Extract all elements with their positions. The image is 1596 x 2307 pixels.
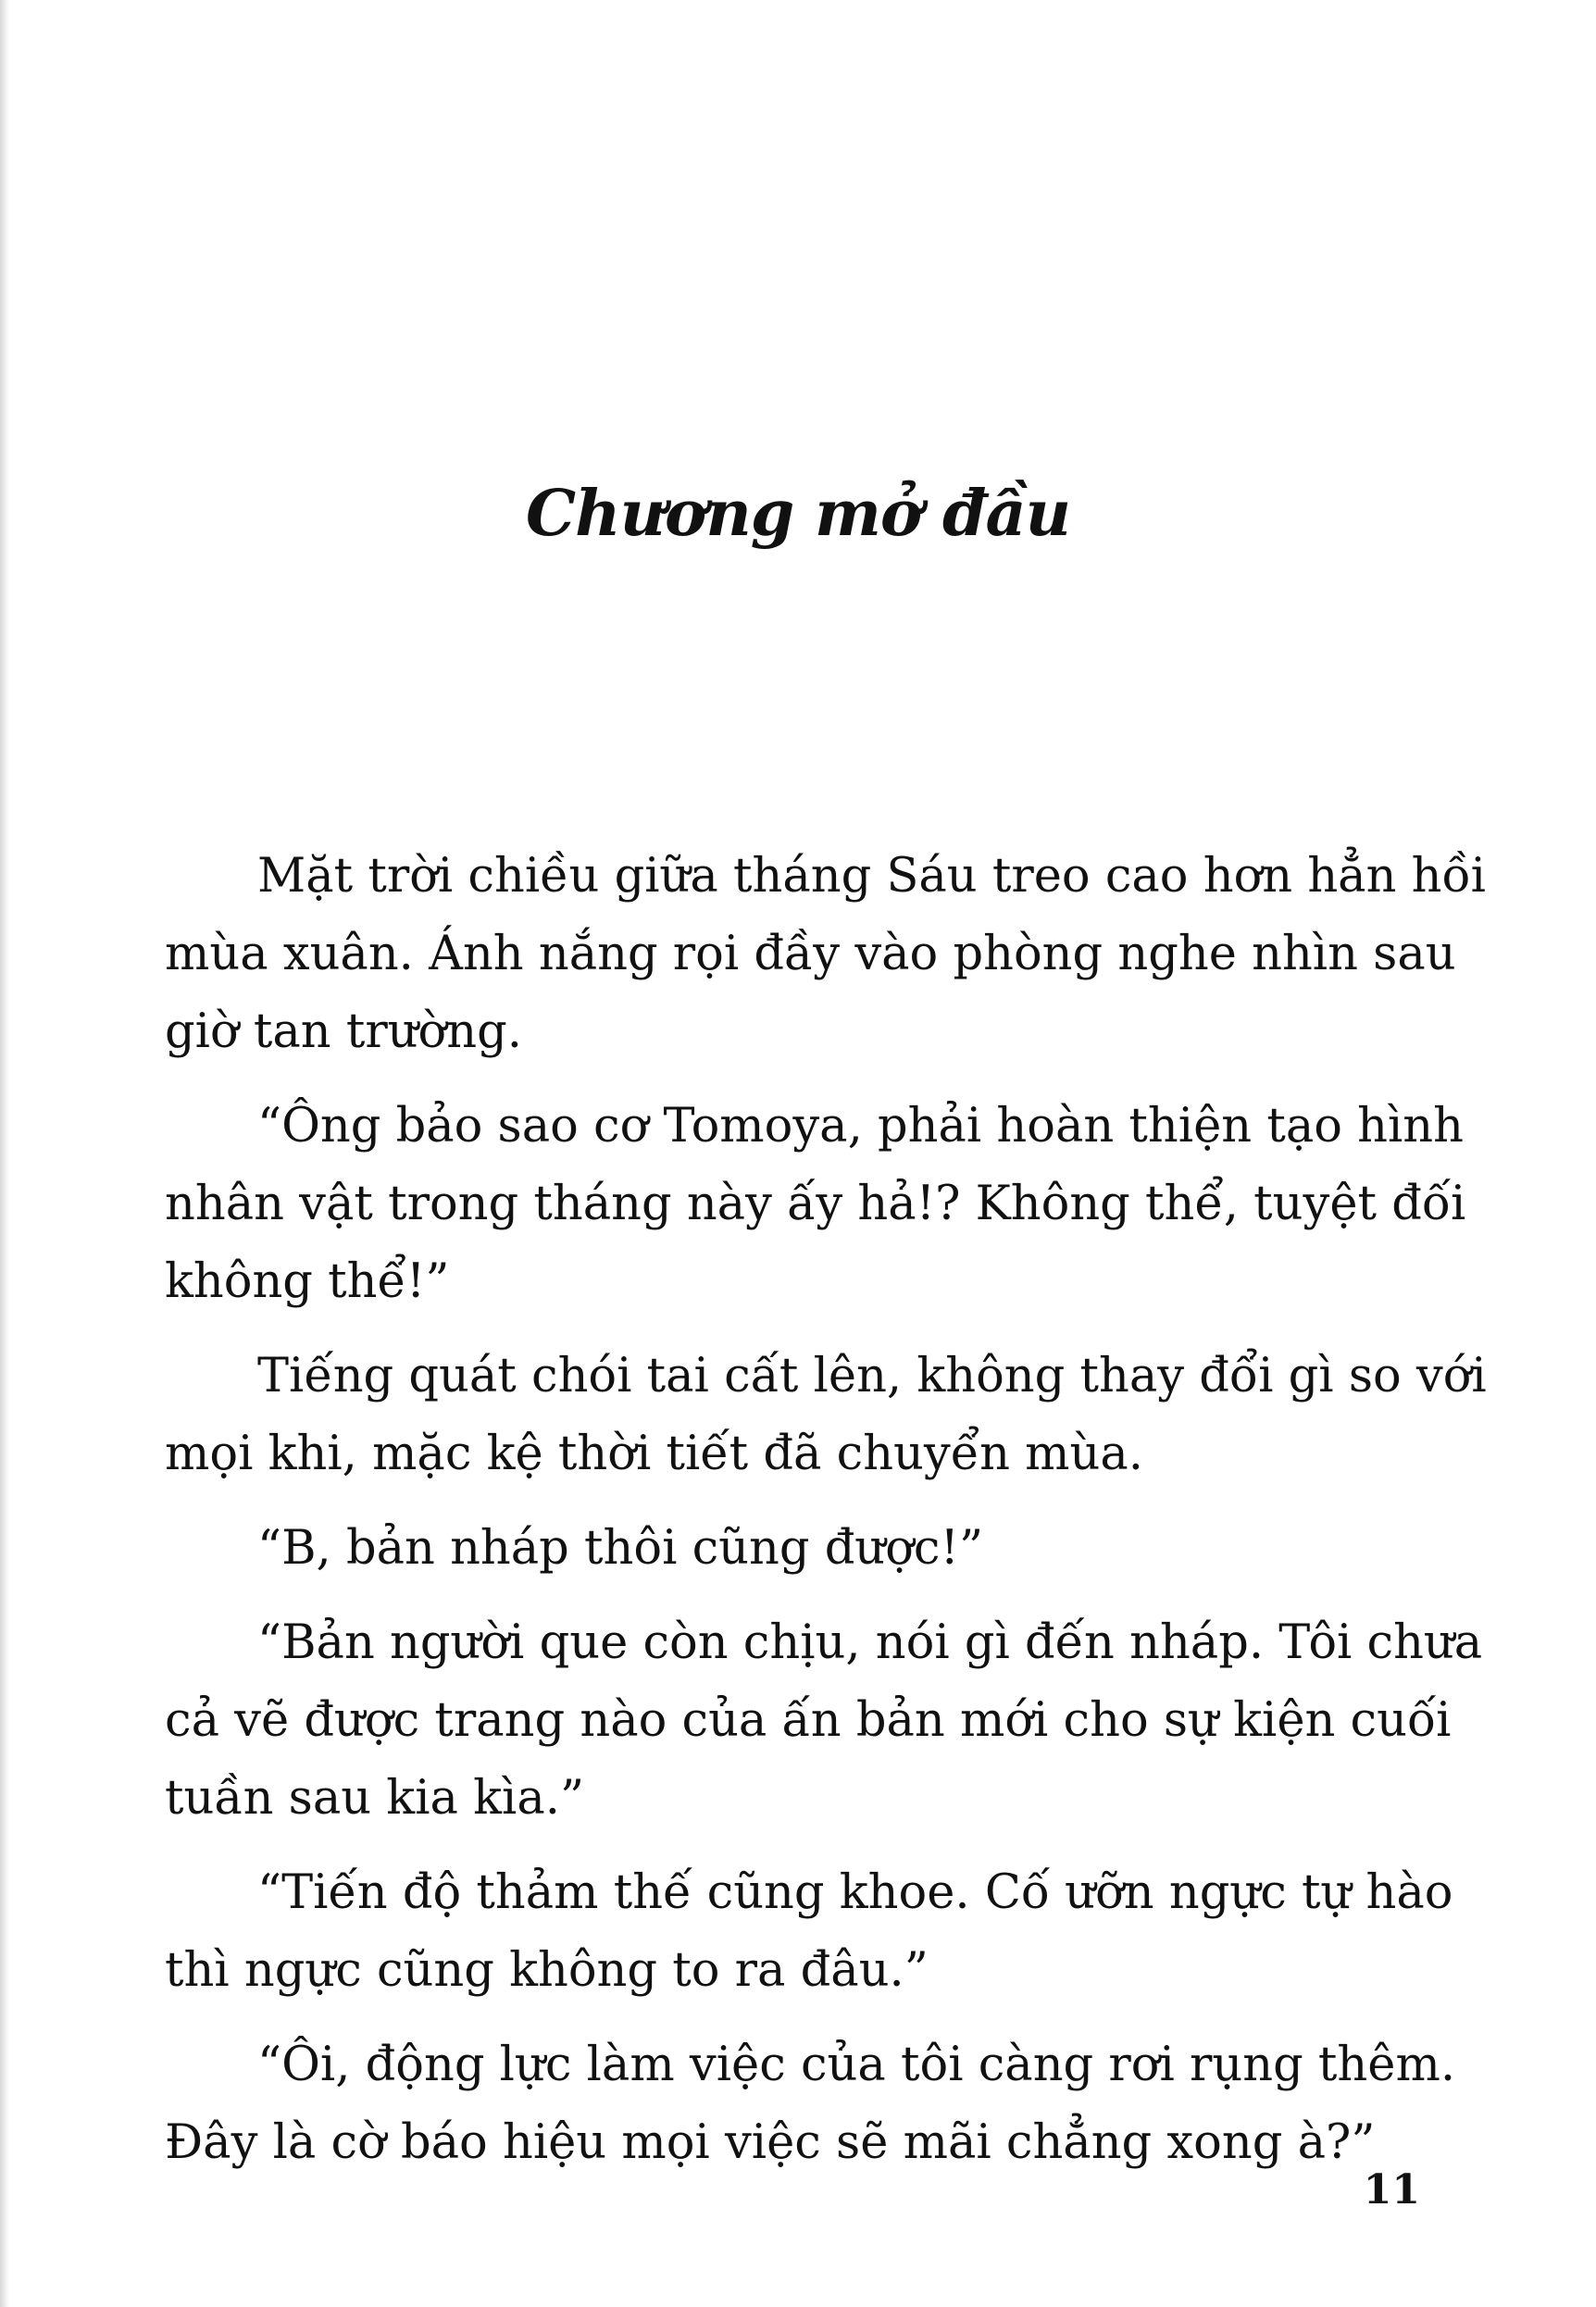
text-line: “Tiến độ thảm thế cũng khoe. Cố ưỡn ngực tự hào <box>257 1865 1453 1920</box>
paragraph <box>165 1088 1466 1321</box>
text-line: nhân vật trong tháng này ấy hả!? Không thể, tuyệt đối <box>165 1177 1466 1231</box>
text-line: “Ôi, động lực làm việc của tôi càng rơi rụng thêm. <box>257 2038 1456 2092</box>
text-line: “Ông bảo sao cơ Tomoya, phải hoàn thiện tạo hình <box>257 1099 1464 1154</box>
text-line: Đây là cờ báo hiệu mọi việc sẽ mãi chẳng xong à?” <box>165 2115 1376 2170</box>
page-number: 11 <box>1363 2166 1420 2213</box>
page-binding-edge <box>0 0 9 2307</box>
chapter-title: Chương mở đầu <box>525 477 1071 551</box>
paragraph <box>165 1604 1483 1838</box>
text-line: thì ngực cũng không to ra đâu.” <box>165 1943 929 1998</box>
text-line: Tiếng quát chói tai cất lên, không thay đổi gì so với <box>257 1349 1487 1403</box>
paragraph <box>165 2026 1456 2182</box>
paragraph <box>165 1338 1487 1493</box>
text-line: mọi khi, mặc kệ thời tiết đã chuyển mùa. <box>165 1427 1143 1481</box>
text-line: “B, bản nháp thôi cũng được!” <box>257 1521 984 1576</box>
text-line: tuần sau kia kìa.” <box>165 1771 585 1826</box>
text-line: cả vẽ được trang nào của ấn bản mới cho sự kiện cuối <box>165 1693 1452 1748</box>
paragraph <box>165 1854 1453 2010</box>
paragraph <box>165 1510 1433 1588</box>
text-line: “Bản người que còn chịu, nói gì đến nháp. Tôi chưa <box>257 1615 1483 1670</box>
text-line: mùa xuân. Ánh nắng rọi đầy vào phòng nghe nhìn sau <box>165 927 1456 981</box>
text-line: không thể!” <box>165 1254 450 1309</box>
text-line: giờ tan trường. <box>165 1004 522 1059</box>
paragraph <box>165 838 1486 1071</box>
text-line: Mặt trời chiều giữa tháng Sáu treo cao hơn hẳn hồi <box>257 849 1486 904</box>
body-text <box>165 838 1487 2199</box>
